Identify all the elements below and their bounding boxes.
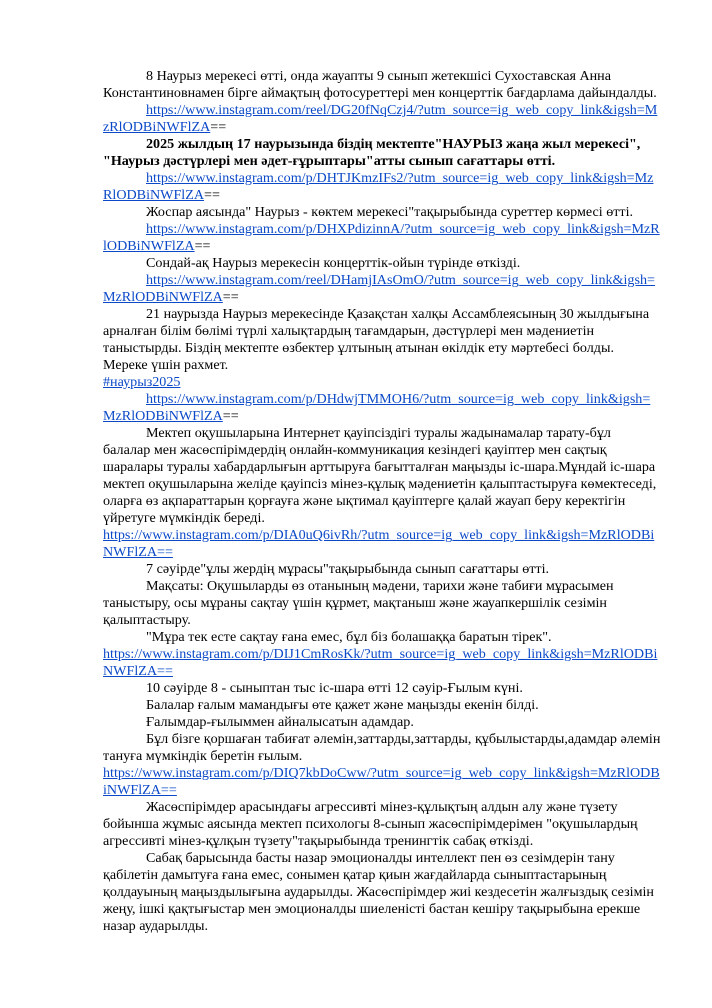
document-page: [103, 68, 661, 935]
paragraph: Ғалымдар-ғылыммен айналысатын адамдар.: [146, 714, 414, 730]
paragraph: 7 сәуірде"ұлы жердің мұрасы"тақырыбында сынып сағаттары өтті.: [146, 561, 550, 577]
instagram-link[interactable]: https://www.instagram.com/p/DIJ1CmRosKk/?utm_source=ig_web_copy_link&igsh=MzRlODBiNWFlZA==: [103, 646, 658, 679]
instagram-link[interactable]: https://www.instagram.com/p/DHXPdizinnA/?utm_source=ig_web_copy_link&igsh=MzRlODBiNWFlZA: [103, 221, 660, 254]
paragraph: 8 Наурыз мерекесі өтті, онда жауапты 9 сынып жетекшісі Сухоставская Анна Константиновнамен бірге аймақтың фотосуреттері мен концерттік бағдарлама дайындалды.: [103, 68, 657, 101]
instagram-link[interactable]: https://www.instagram.com/p/DIQ7kbDoCww/?utm_source=ig_web_copy_link&igsh=MzRlODBiNWFlZA==: [103, 765, 660, 798]
link-paragraph: [103, 170, 661, 204]
paragraph: Мектеп оқушыларына Интернет қауіпсіздігі туралы жадынамалар тарату-бұл балалар мен жасөспірімдердің онлайн-коммуникация кезіндегі қауіптер мен сақтық шаралары туралы хабардарлығын арттыруға бағытталған маңызды іс-шара.Мұндай іс-шара мектеп оқушыларына желіде қауіпсіз мінез-құлық мәдениетін қалыптастыруға көмектеседі, оларға өз ақпараттарын қорғауға және ықтимал қауіптерге қалай жауап беру керектігін үйретуге мүмкіндік береді.: [103, 425, 657, 526]
instagram-link[interactable]: https://www.instagram.com/p/DHdwjTMMOH6/?utm_source=ig_web_copy_link&igsh=MzRlODBiNWFlZA: [103, 391, 651, 424]
paragraph: Жоспар аясында" Наурыз - көктем мерекесі"тақырыбында суреттер көрмесі өтті.: [146, 204, 634, 220]
paragraph: Сабақ барысында басты назар эмоционалды интеллект пен өз сезімдерін тану қабілетін дамытуға ғана емес, сонымен қатар қиын жағдайларда сыныптастарының қолдауының маңыздылығына аударылды. Жасөспірімдер жиі кездесетін жалғыздық сезімін жеңу, ішкі қақтығыстар мен эмоционалды шиеленісті бастан кешіру тақырыбына ерекше назар аударылды.: [103, 850, 654, 934]
paragraph: Жасөспірімдер арасындағы агрессивті мінез-құлықтың алдын алу және түзету бойынша жұмыс аясында мектеп психологы 8-сынып жасөспірімдерімен "оқушылардың агрессивті мінез-құлқын түзету"тақырыбында тренингтік сабақ өткізді.: [103, 799, 638, 849]
instagram-link[interactable]: https://www.instagram.com/p/DIA0uQ6ivRh/?utm_source=ig_web_copy_link&igsh=MzRlODBiNWFlZA==: [103, 527, 655, 560]
link-suffix: ==: [222, 289, 239, 305]
link-suffix: ==: [210, 119, 227, 135]
instagram-link[interactable]: https://www.instagram.com/reel/DG20fNqCzj4/?utm_source=ig_web_copy_link&igsh=MzRlODBiNWFlZA: [103, 102, 658, 135]
paragraph: 21 наурызда Наурыз мерекесінде Қазақстан халқы Ассамблеясының 30 жылдығына арналған білім бөлімі түрлі халықтардың тағамдарын, дәстүрлері мен мәдениетін таныстырды. Біздің мектепте өзбектер ұлтының атынан өкілдік ету мәртебесі болды. Мереке үшін рахмет.: [103, 306, 650, 373]
instagram-link[interactable]: https://www.instagram.com/reel/DHamjIAsOmO/?utm_source=ig_web_copy_link&igsh=MzRlODBiNWFlZA: [103, 272, 655, 305]
bold-paragraph: 2025 жылдың 17 наурызында біздің мектепте"НАУРЫЗ жаңа жыл мерекесі", "Наурыз дәстүрлері мен әдет-ғұрыптары"атты сынып сағаттары өтті.: [103, 136, 641, 169]
hashtag-link[interactable]: #наурыз2025: [103, 374, 181, 390]
paragraph: 10 сәуірде 8 - сыныптан тыс іс-шара өтті 12 сәуір-Ғылым күні.: [146, 680, 523, 696]
link-paragraph: [103, 646, 661, 680]
link-paragraph: [103, 221, 661, 255]
paragraph: "Мұра тек есте сақтау ғана емес, бұл біз болашаққа баратын тірек".: [146, 629, 552, 645]
paragraph: Мақсаты: Оқушыларды өз отанының мәдени, тарихи және табиғи мұрасымен таныстыру, осы мұраны сақтау үшін құрмет, мақтаныш және жауапкершілік сезімін қалыптастыру.: [103, 578, 614, 628]
link-paragraph: [103, 102, 661, 136]
link-paragraph: [103, 272, 661, 306]
link-paragraph: [103, 527, 661, 561]
link-paragraph: [103, 374, 661, 391]
paragraph: Бұл бізге қоршаған табиғат әлемін,заттарды,заттарды, құбылыстарды,адамдар әлемін тануға мүмкіндік беретін ғылым.: [103, 731, 661, 764]
link-paragraph: [103, 391, 661, 425]
link-suffix: ==: [222, 408, 239, 424]
link-paragraph: [103, 765, 661, 799]
link-suffix: ==: [204, 187, 220, 203]
paragraph: Сондай-ақ Наурыз мерекесін концерттік-ойын түрінде өткізді.: [146, 255, 521, 271]
link-suffix: ==: [194, 238, 211, 254]
paragraph: Балалар ғалым мамандығы өте қажет және маңызды екенін білді.: [146, 697, 539, 713]
instagram-link[interactable]: https://www.instagram.com/p/DHTJKmzIFs2/?utm_source=ig_web_copy_link&igsh=MzRlODBiNWFlZA: [103, 170, 654, 203]
